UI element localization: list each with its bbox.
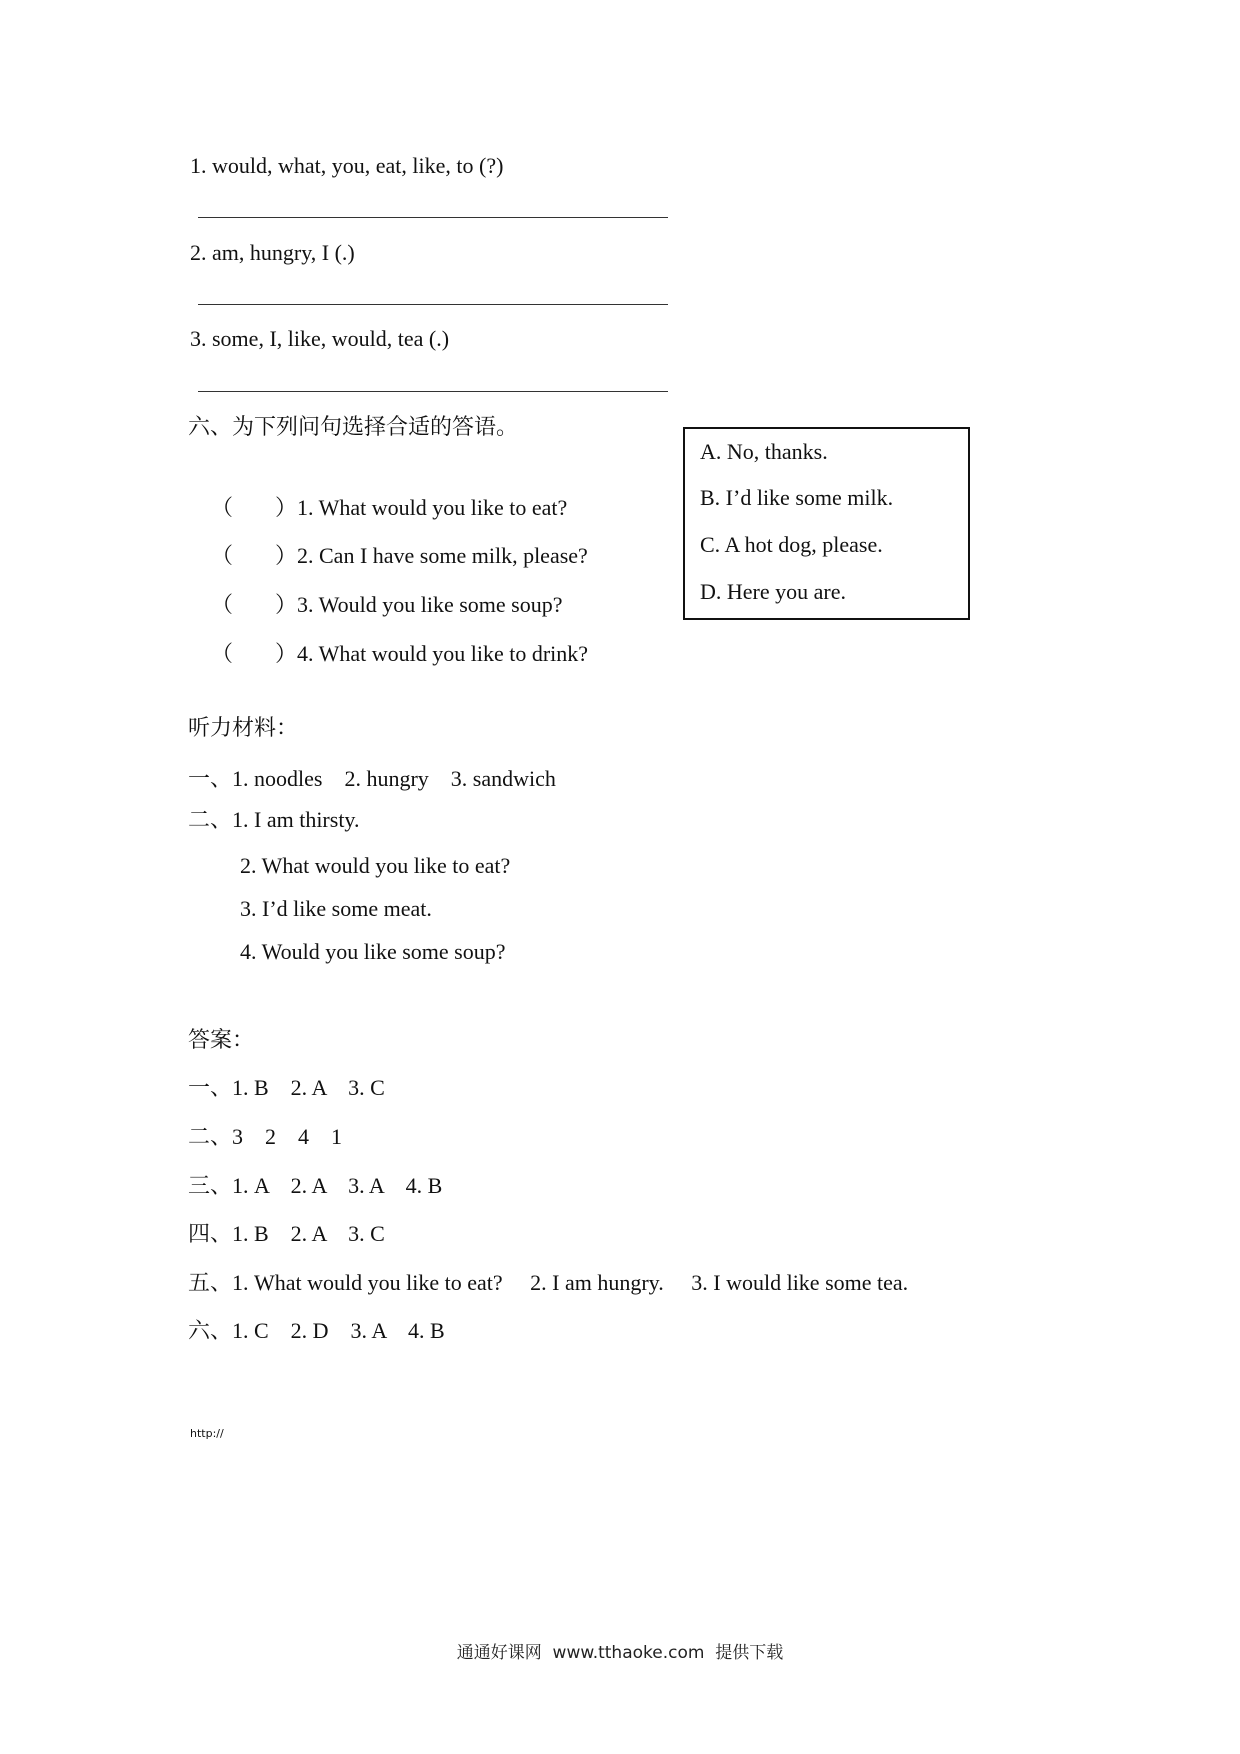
paren-open: （ <box>211 592 234 617</box>
answer-line-s4: 四、1. B 2. A 3. C <box>188 1221 385 1246</box>
listening-line-1: 一、1. noodles 2. hungry 3. sandwich <box>188 766 556 791</box>
paren-close: ） <box>275 641 298 666</box>
paren-open: （ <box>211 543 234 568</box>
paren-close: ） <box>275 543 298 568</box>
answer-line-3 <box>198 391 668 392</box>
footer-credit: 通通好课网 www.tthaoke.com 提供下载 <box>456 1643 784 1663</box>
answer-line-s5: 五、1. What would you like to eat? 2. I am hungry. 3. I would like some tea. <box>188 1270 909 1295</box>
question-text: 1. What would you like to eat? <box>297 495 568 520</box>
listening-line-2: 二、1. I am thirsty. <box>188 807 360 832</box>
url-text: http:// <box>190 1427 224 1440</box>
reorder-item-3: 3. some, I, like, would, tea (.) <box>190 326 450 351</box>
question-text: 2. Can I have some milk, please? <box>297 543 588 568</box>
reorder-item-2: 2. am, hungry, I (.) <box>190 240 355 265</box>
reorder-item-1: 1. would, what, you, eat, like, to (?) <box>190 153 504 178</box>
answer-line-s1: 一、1. B 2. A 3. C <box>188 1075 385 1100</box>
paren-close: ） <box>275 592 298 617</box>
listening-line-3: 2. What would you like to eat? <box>240 853 511 878</box>
section6-heading: 六、为下列问句选择合适的答语。 <box>188 414 519 439</box>
option-b: B. I’d like some milk. <box>700 485 894 510</box>
question-text: 4. What would you like to drink? <box>297 641 589 666</box>
listening-line-4: 3. I’d like some meat. <box>240 896 432 921</box>
answer-line-s2: 二、3 2 4 1 <box>188 1124 343 1149</box>
answer-line-1 <box>198 217 668 218</box>
answers-heading: 答案： <box>188 1027 255 1052</box>
paren-close: ） <box>275 495 298 520</box>
answer-line-s6: 六、1. C 2. D 3. A 4. B <box>188 1318 445 1343</box>
option-c: C. A hot dog, please. <box>700 532 883 557</box>
options-box <box>683 427 970 620</box>
listening-heading: 听力材料： <box>188 715 299 740</box>
question-row-4 <box>200 611 588 668</box>
listening-line-5: 4. Would you like some soup? <box>240 939 506 964</box>
answer-line-2 <box>198 304 668 305</box>
option-d: D. Here you are. <box>700 579 846 604</box>
question-text: 3. Would you like some soup? <box>297 592 563 617</box>
paren-open: （ <box>211 641 234 666</box>
answer-line-s3: 三、1. A 2. A 3. A 4. B <box>188 1173 443 1198</box>
option-a: A. No, thanks. <box>700 439 828 464</box>
paren-open: （ <box>211 495 234 520</box>
